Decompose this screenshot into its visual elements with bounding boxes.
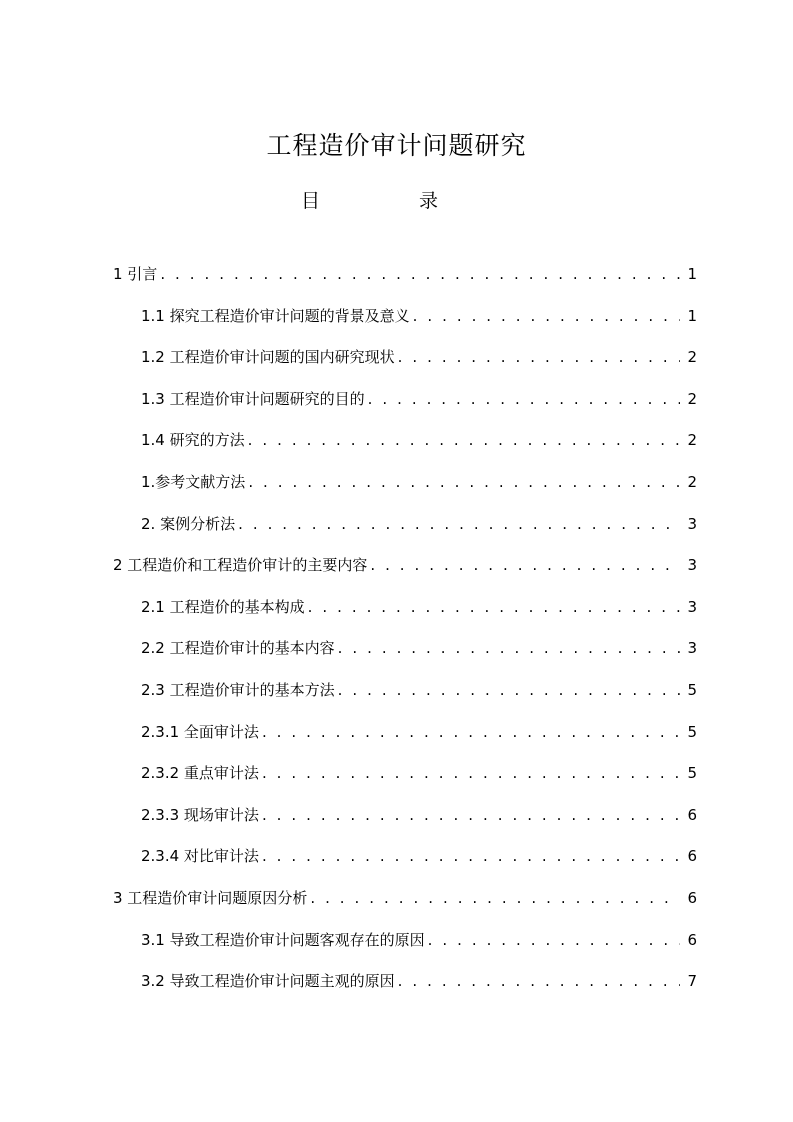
toc-leader-dots: [262, 722, 680, 742]
toc-entry-label: 2.3.2 重点审计法: [141, 764, 259, 782]
toc-entry-page-number: 3: [687, 515, 697, 533]
toc-entry[interactable]: [141, 720, 697, 742]
toc-leader-dots: [370, 555, 680, 575]
toc-entry-page-number: 1: [687, 307, 697, 325]
toc-entry-page-number: 6: [687, 847, 697, 865]
toc-entry-page-number: 5: [687, 764, 697, 782]
toc-heading-right: 录: [419, 190, 439, 212]
toc-entry-label: 2.1 工程造价的基本构成: [141, 598, 305, 616]
toc-leader-dots: [262, 805, 680, 825]
toc-leader-dots: [262, 846, 680, 866]
toc-entry[interactable]: [113, 886, 697, 908]
toc-entry-page-number: 5: [687, 681, 697, 699]
toc-entry[interactable]: [141, 428, 697, 450]
toc-entry[interactable]: [141, 803, 697, 825]
toc-leader-dots: [310, 888, 680, 908]
toc-entry[interactable]: [141, 678, 697, 700]
toc-entry-label: 3.1 导致工程造价审计问题客观存在的原因: [141, 931, 425, 949]
toc-entry[interactable]: [141, 595, 697, 617]
toc-entry[interactable]: [141, 512, 697, 534]
toc-entry-page-number: 2: [687, 431, 697, 449]
toc-entry[interactable]: [141, 969, 697, 991]
toc-entry-page-number: 6: [687, 806, 697, 824]
toc-entry-label: 2. 案例分析法: [141, 515, 236, 533]
toc-leader-dots: [398, 971, 680, 991]
toc-entry-page-number: 3: [687, 639, 697, 657]
toc-entry-label: 3 工程造价审计问题原因分析: [113, 889, 308, 907]
toc-leader-dots: [160, 264, 680, 284]
toc-entry-label: 2.3.4 对比审计法: [141, 847, 259, 865]
toc-entry-label: 1.参考文献方法: [141, 473, 246, 491]
toc-entry-label: 1.2 工程造价审计问题的国内研究现状: [141, 348, 395, 366]
toc-entry-label: 1 引言: [113, 265, 158, 283]
toc-entry[interactable]: [141, 844, 697, 866]
toc-leader-dots: [368, 389, 680, 409]
toc-heading-left: 目: [301, 190, 321, 212]
toc-entry-page-number: 3: [687, 556, 697, 574]
toc-leader-dots: [248, 472, 680, 492]
toc-entry-page-number: 3: [687, 598, 697, 616]
toc-entry[interactable]: [141, 387, 697, 409]
toc-entry[interactable]: [141, 761, 697, 783]
toc-entry-label: 2.3.1 全面审计法: [141, 723, 259, 741]
toc-leader-dots: [338, 638, 680, 658]
toc-heading: [0, 186, 793, 212]
toc-leader-dots: [238, 514, 680, 534]
toc-entry-page-number: 2: [687, 473, 697, 491]
toc-entry[interactable]: [141, 304, 697, 326]
toc-entry[interactable]: [141, 636, 697, 658]
toc-entry-page-number: 6: [687, 889, 697, 907]
toc-entry-page-number: 1: [687, 265, 697, 283]
toc-leader-dots: [308, 597, 680, 617]
toc-entry-label: 1.3 工程造价审计问题研究的目的: [141, 390, 365, 408]
toc-leader-dots: [248, 430, 680, 450]
toc-entry[interactable]: [141, 345, 697, 367]
toc-entry-label: 2 工程造价和工程造价审计的主要内容: [113, 556, 368, 574]
toc-entry-label: 1.1 探究工程造价审计问题的背景及意义: [141, 307, 410, 325]
toc-leader-dots: [428, 930, 680, 950]
toc-leader-dots: [262, 763, 680, 783]
toc-entry-label: 3.2 导致工程造价审计问题主观的原因: [141, 972, 395, 990]
toc-entry[interactable]: [113, 262, 697, 284]
toc-entry-page-number: 5: [687, 723, 697, 741]
toc-entry-label: 1.4 研究的方法: [141, 431, 245, 449]
toc-entry-page-number: 2: [687, 390, 697, 408]
toc-entry[interactable]: [141, 928, 697, 950]
toc-entry-page-number: 6: [687, 931, 697, 949]
toc-leader-dots: [398, 347, 680, 367]
toc-leader-dots: [338, 680, 680, 700]
toc-entry-label: 2.3 工程造价审计的基本方法: [141, 681, 335, 699]
toc-entry-page-number: 2: [687, 348, 697, 366]
toc-entry-label: 2.2 工程造价审计的基本内容: [141, 639, 335, 657]
toc-entry-label: 2.3.3 现场审计法: [141, 806, 259, 824]
toc-entry[interactable]: [141, 470, 697, 492]
toc-entry[interactable]: [113, 553, 697, 575]
toc-leader-dots: [413, 306, 680, 326]
toc-entry-page-number: 7: [687, 972, 697, 990]
document-title: 工程造价审计问题研究: [266, 131, 527, 160]
